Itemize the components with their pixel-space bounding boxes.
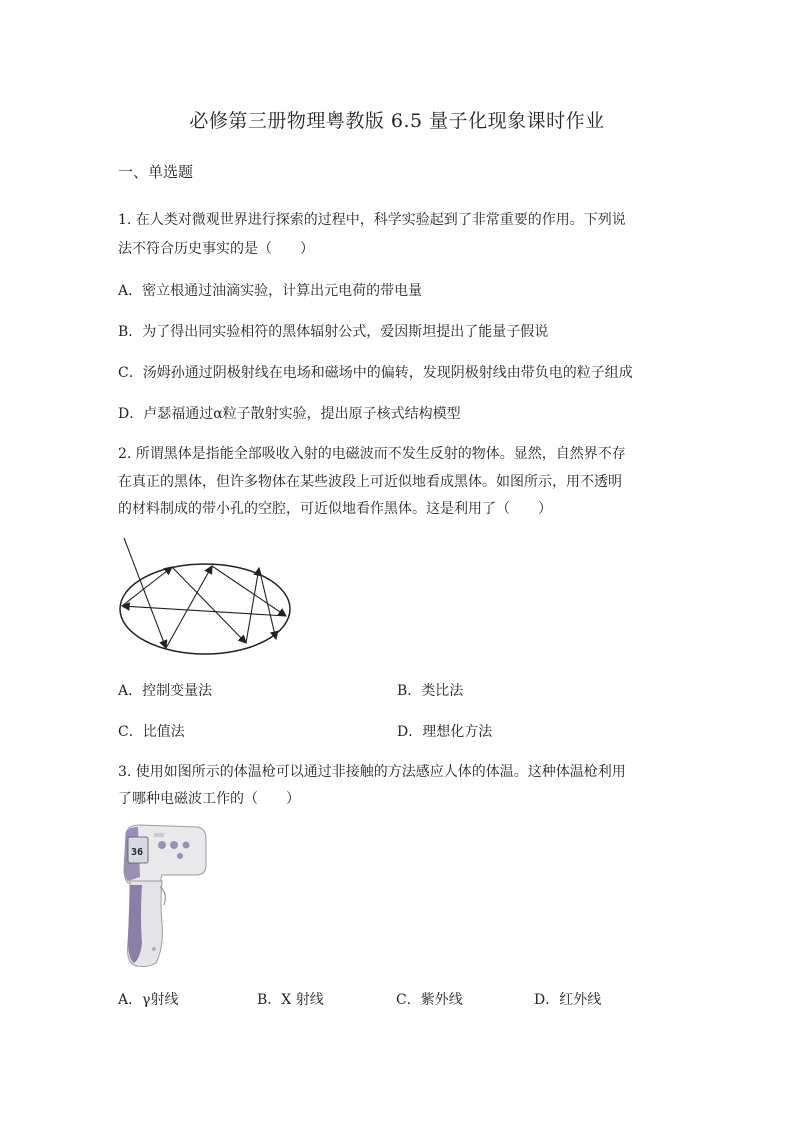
question-2-option-d: D．理想化方法 bbox=[397, 724, 493, 740]
question-3-option-c: C．紫外线 bbox=[396, 992, 463, 1008]
question-2-option-b: B．类比法 bbox=[397, 683, 464, 699]
question-2-option-c: C．比值法 bbox=[118, 724, 185, 740]
infrared-thermometer-image bbox=[116, 823, 208, 971]
question-2-option-a: A．控制变量法 bbox=[118, 683, 213, 699]
page-title: 必修第三册物理粤教版 6.5 量子化现象课时作业 bbox=[189, 110, 605, 132]
question-1-option-b: B．为了得出同实验相符的黑体辐射公式，爱因斯坦提出了能量子假说 bbox=[118, 324, 549, 340]
question-3-stem-line-1: 3. 使用如图所示的体温枪可以通过非接触的方法感应人体的体温。这种体温枪利用 bbox=[118, 764, 626, 780]
question-2-stem-line-2: 在真正的黑体，但许多物体在某些波段上可近似地看成黑体。如图所示，用不透明 bbox=[118, 474, 622, 490]
section-heading: 一、单选题 bbox=[118, 163, 194, 181]
blackbody-cavity-diagram bbox=[114, 536, 300, 662]
thermometer-display-value: 36 bbox=[131, 847, 144, 858]
question-2-stem-line-3: 的材料制成的带小孔的空腔，可近似地看作黑体。这是利用了（ ） bbox=[118, 501, 552, 517]
question-3-option-a: A．γ射线 bbox=[118, 992, 179, 1008]
question-1-stem-line-2: 法不符合历史事实的是（ ） bbox=[118, 241, 314, 257]
question-1-option-a: A．密立根通过油滴实验，计算出元电荷的带电量 bbox=[118, 283, 423, 299]
question-3-stem-line-2: 了哪种电磁波工作的（ ） bbox=[118, 791, 300, 807]
question-3-option-b: B．X 射线 bbox=[257, 992, 324, 1008]
question-1-stem-line-1: 1. 在人类对微观世界进行探索的过程中，科学实验起到了非常重要的作用。下列说 bbox=[118, 212, 626, 228]
question-1-option-c: C．汤姆孙通过阴极射线在电场和磁场中的偏转，发现阴极射线由带负电的粒子组成 bbox=[118, 365, 633, 381]
question-1-option-d: D．卢瑟福通过α粒子散射实验，提出原子核式结构模型 bbox=[118, 406, 461, 422]
ray-path bbox=[122, 538, 286, 648]
question-2-stem-line-1: 2. 所谓黑体是指能全部吸收入射的电磁波而不发生反射的物体。显然，自然界不存 bbox=[118, 446, 626, 462]
question-3-option-d: D．红外线 bbox=[534, 992, 602, 1008]
